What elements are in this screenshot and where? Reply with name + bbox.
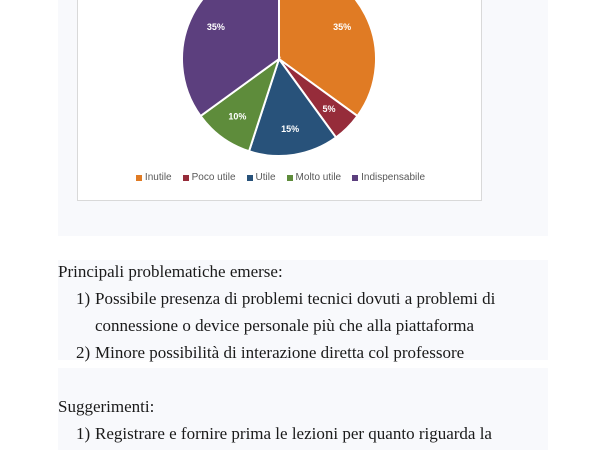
- legend-swatch: [352, 175, 358, 181]
- chart-legend: [78, 172, 483, 183]
- legend-label: Utile: [255, 172, 276, 183]
- list-item-text-continued: connessione o device personale più che alla piattaforma: [95, 316, 475, 335]
- list-item-text: Registrare e fornire prima le lezioni per quanto riguarda la: [95, 424, 492, 443]
- section-heading-suggestions: Suggerimenti:: [58, 397, 155, 416]
- list-item: [76, 424, 492, 444]
- legend-item: [136, 172, 172, 183]
- legend-label: Indispensabile: [361, 172, 426, 183]
- list-item-number: 1): [76, 289, 91, 308]
- legend-label: Molto utile: [295, 172, 342, 183]
- legend-swatch: [183, 175, 189, 181]
- pie-data-label: 5%: [322, 104, 336, 115]
- legend-swatch: [136, 175, 142, 181]
- list-item: [76, 343, 464, 363]
- legend-item: [183, 172, 236, 183]
- list-item: [76, 289, 495, 309]
- list-item-text: Minore possibilità di interazione diretta col professore: [95, 343, 465, 362]
- legend-item: [247, 172, 276, 183]
- pie-data-label: 35%: [333, 21, 352, 32]
- list-item-number: 2): [76, 343, 91, 362]
- legend-label: Inutile: [144, 172, 172, 183]
- legend-swatch: [287, 175, 293, 181]
- pie-data-label: 10%: [228, 111, 247, 122]
- legend-swatch: [247, 175, 253, 181]
- pie-chart: [77, 0, 482, 201]
- list-item-text: Possibile presenza di problemi tecnici dovuti a problemi di: [95, 289, 496, 308]
- pie-data-label: 35%: [206, 21, 225, 32]
- legend-item: [352, 172, 425, 183]
- list-item-number: 1): [76, 424, 91, 443]
- pie-data-label: 15%: [281, 123, 300, 134]
- legend-label: Poco utile: [191, 172, 236, 183]
- legend-item: [287, 172, 342, 183]
- section-heading-problems: Principali problematiche emerse:: [58, 262, 283, 281]
- background-band-gap: [58, 236, 548, 260]
- pie-chart-svg: [78, 0, 483, 172]
